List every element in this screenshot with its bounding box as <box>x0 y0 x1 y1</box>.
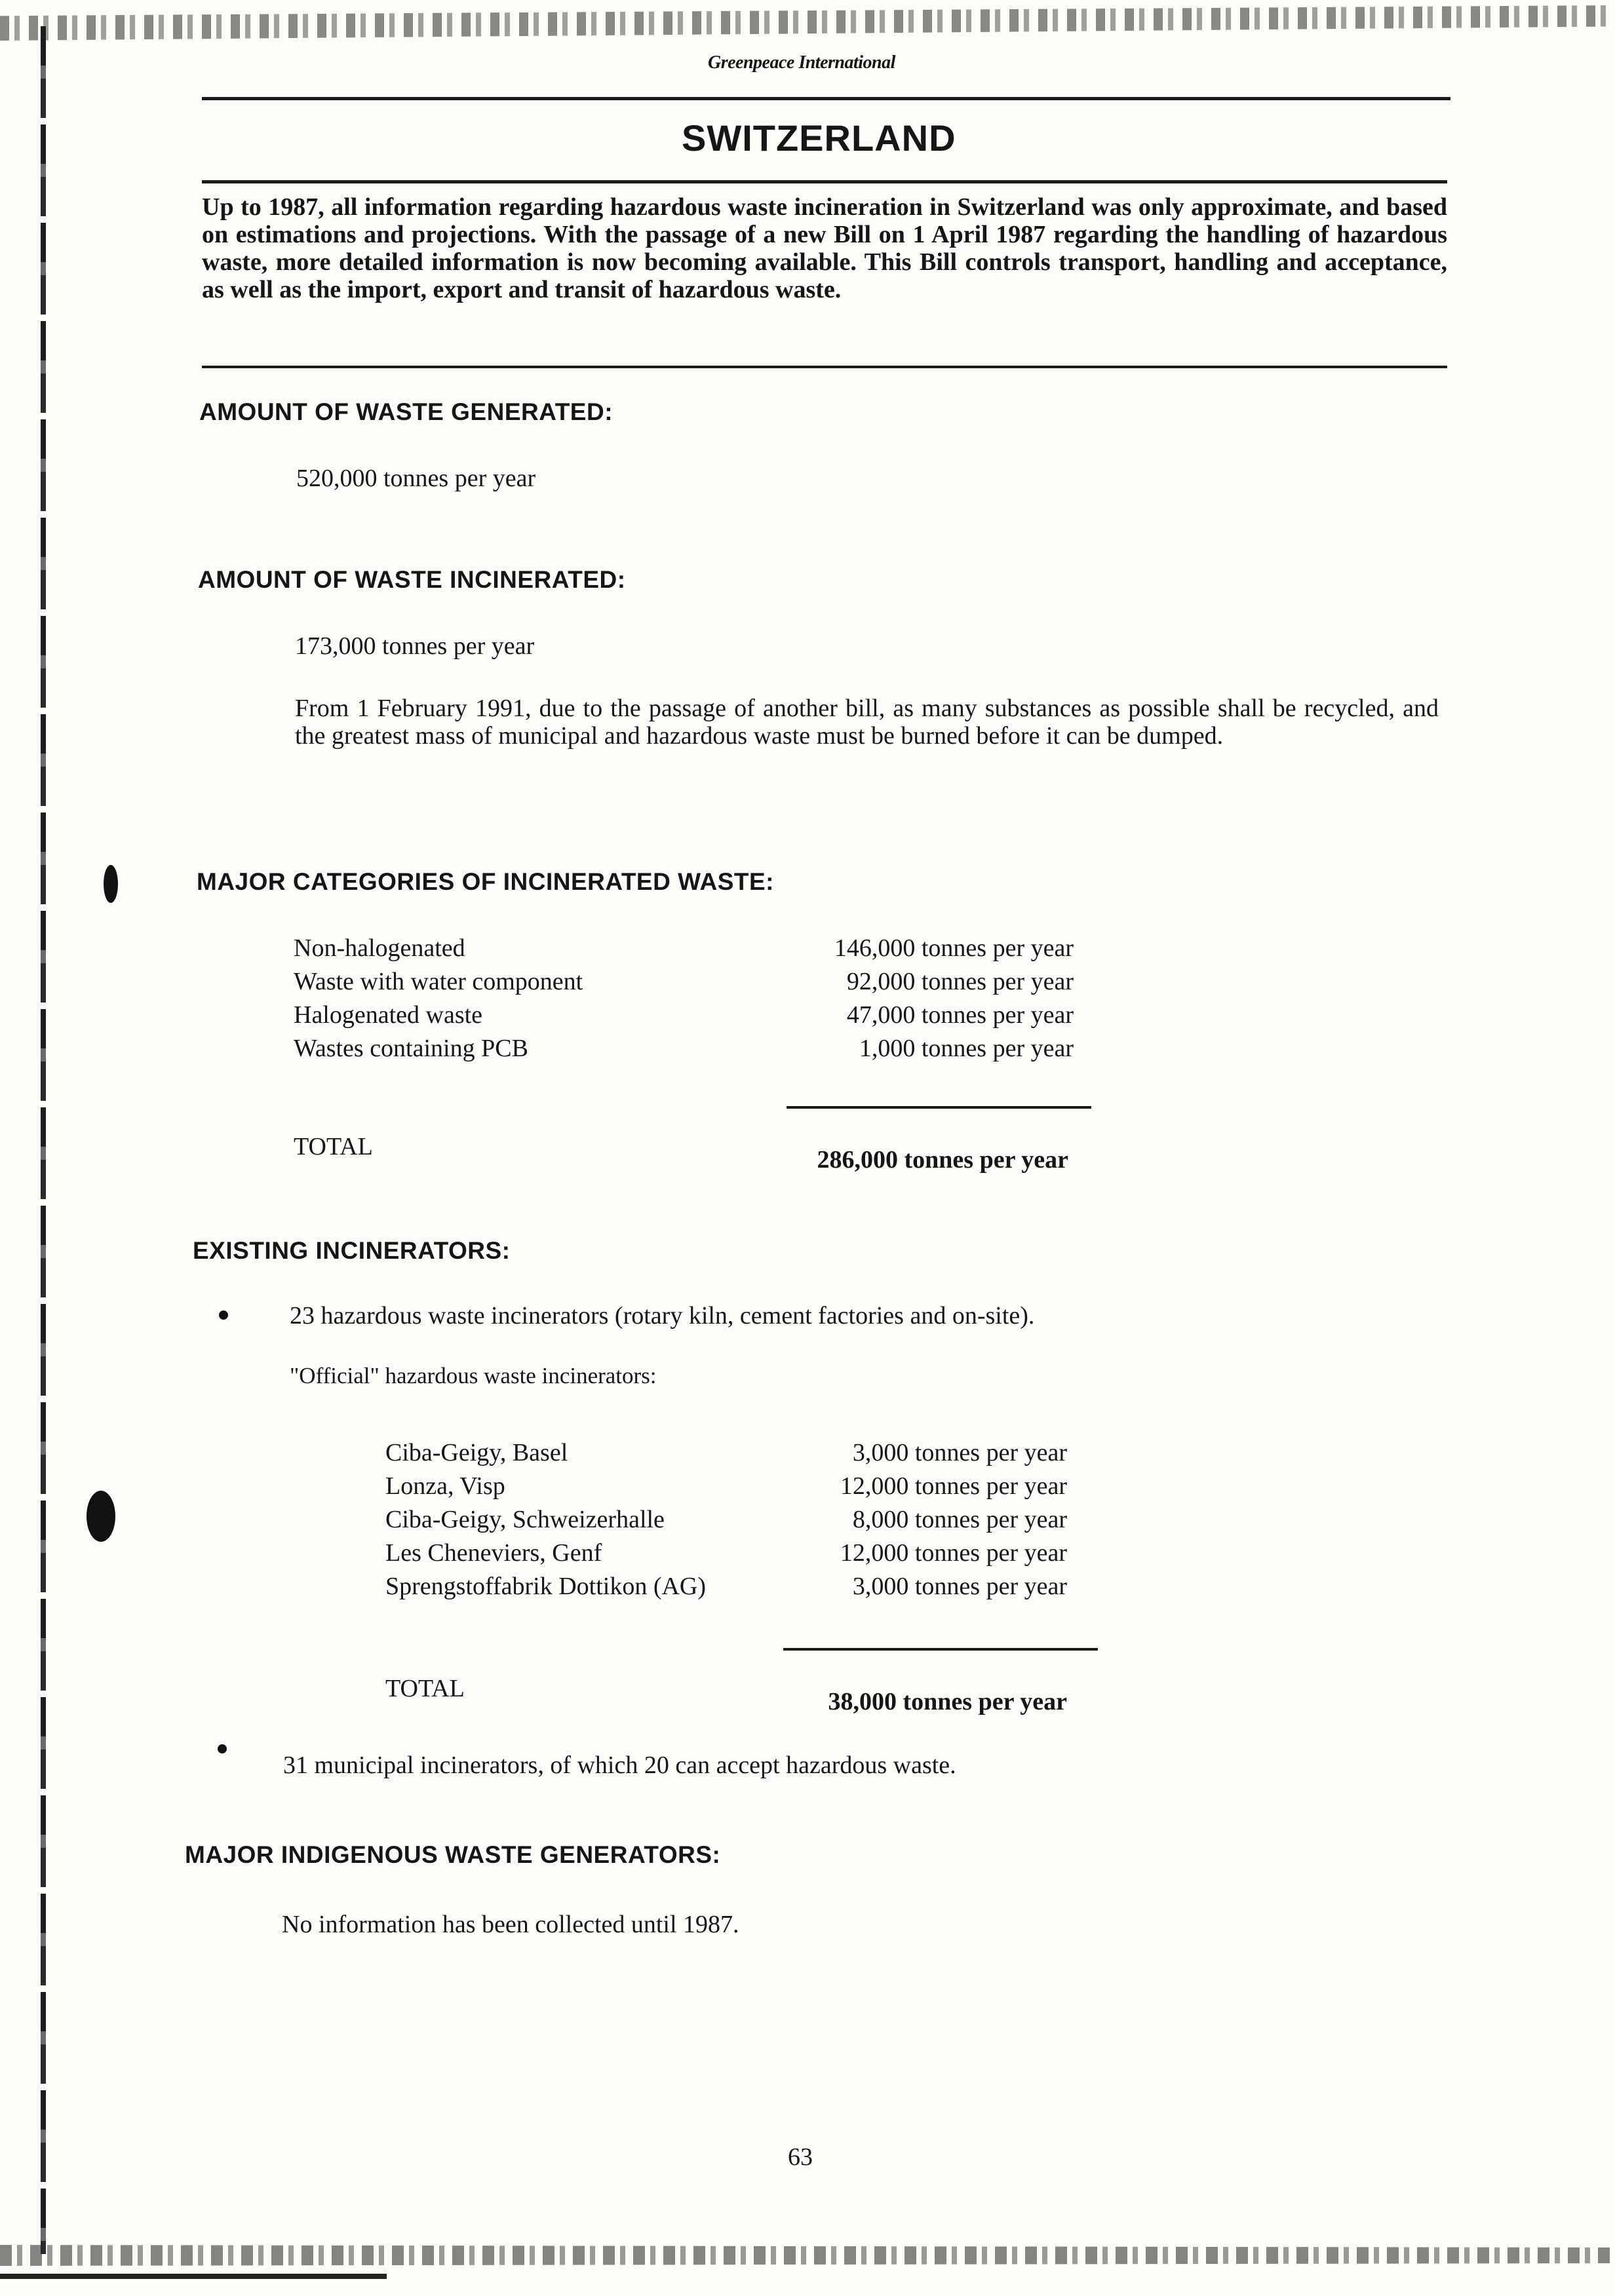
existing-bullet-2: 31 municipal incinerators, of which 20 can accept hazardous waste. <box>283 1751 956 1779</box>
category-label: Wastes containing PCB <box>294 1035 528 1062</box>
table-row <box>385 1537 1067 1570</box>
table-row <box>294 932 1074 965</box>
section-heading-generators: MAJOR INDIGENOUS WASTE GENERATORS: <box>185 1841 721 1868</box>
table-row <box>294 999 1074 1032</box>
official-label: "Official" hazardous waste incinerators: <box>290 1363 657 1388</box>
category-value: 146,000 tonnes per year <box>834 934 1074 962</box>
table-row <box>385 1570 1067 1603</box>
official-incinerators-table <box>385 1436 1067 1603</box>
table-row <box>294 1032 1074 1065</box>
category-label: Waste with water component <box>294 968 583 995</box>
running-header: Greenpeace International <box>708 52 895 73</box>
incinerator-value: 12,000 tonnes per year <box>840 1472 1067 1500</box>
section-heading-existing: EXISTING INCINERATORS: <box>193 1237 511 1264</box>
category-value: 1,000 tonnes per year <box>859 1035 1074 1062</box>
incinerator-label: Les Cheneviers, Genf <box>385 1539 602 1567</box>
category-value: 92,000 tonnes per year <box>846 968 1074 995</box>
table-row <box>385 1503 1067 1537</box>
table-row <box>294 965 1074 999</box>
table-row <box>385 1436 1067 1470</box>
incinerated-note: From 1 February 1991, due to the passage of another bill, as many substances as possible shall be recycled, and the greatest mass of municipal and hazardous waste must be burned before it can be dumped. <box>295 695 1439 750</box>
section-heading-incinerated: AMOUNT OF WASTE INCINERATED: <box>198 566 626 593</box>
page-title: SWITZERLAND <box>682 117 956 159</box>
title-rule <box>202 180 1447 183</box>
bullet-icon <box>219 1311 228 1320</box>
header-rule <box>202 97 1450 100</box>
incinerator-value: 3,000 tonnes per year <box>852 1573 1067 1600</box>
page-number: 63 <box>788 2143 813 2171</box>
generated-value: 520,000 tonnes per year <box>296 465 536 492</box>
table-row <box>385 1470 1067 1503</box>
incinerated-value: 173,000 tonnes per year <box>295 632 535 660</box>
categories-total-value: 286,000 tonnes per year <box>817 1146 1068 1174</box>
generators-text: No information has been collected until 1987. <box>282 1911 739 1938</box>
intro-paragraph: Up to 1987, all information regarding hazardous waste incineration in Switzerland was only approximate, and based on estimations and projections. With the passage of a new Bill on 1 April 1987 regarding the handling of hazardous waste, more detailed information is now becoming available. This Bill controls transport, handling and acceptance, as well as the import, export and transit of hazardous waste. <box>202 193 1447 303</box>
categories-total-label: TOTAL <box>294 1133 373 1160</box>
scan-noise-top <box>0 5 1615 41</box>
category-label: Non-halogenated <box>294 934 465 962</box>
scan-noise-bottom <box>0 2240 1615 2266</box>
existing-bullet-1: 23 hazardous waste incinerators (rotary kiln, cement factories and on-site). <box>290 1302 1035 1330</box>
incinerator-label: Lonza, Visp <box>385 1472 505 1500</box>
existing-total-label: TOTAL <box>385 1675 465 1702</box>
incinerator-label: Ciba-Geigy, Schweizerhalle <box>385 1506 665 1533</box>
section-heading-generated: AMOUNT OF WASTE GENERATED: <box>199 398 613 425</box>
scan-noise-bottom-left <box>0 2274 387 2279</box>
bullet-icon <box>218 1744 227 1753</box>
section-heading-categories: MAJOR CATEGORIES OF INCINERATED WASTE: <box>197 868 774 895</box>
existing-total-value: 38,000 tonnes per year <box>828 1688 1067 1715</box>
incinerator-label: Sprengstoffabrik Dottikon (AG) <box>385 1573 707 1600</box>
punch-hole-mark <box>87 1491 115 1542</box>
incinerator-value: 3,000 tonnes per year <box>852 1439 1067 1466</box>
categories-table <box>294 932 1074 1065</box>
category-label: Halogenated waste <box>294 1001 483 1029</box>
incinerator-value: 12,000 tonnes per year <box>840 1539 1067 1567</box>
category-value: 47,000 tonnes per year <box>846 1001 1074 1029</box>
punch-hole-mark <box>104 865 118 903</box>
sum-rule <box>783 1648 1098 1651</box>
scan-noise-left-edge <box>41 26 46 2254</box>
incinerator-label: Ciba-Geigy, Basel <box>385 1439 568 1466</box>
sum-rule <box>787 1106 1091 1109</box>
incinerator-value: 8,000 tonnes per year <box>852 1506 1067 1533</box>
intro-rule <box>202 366 1447 368</box>
